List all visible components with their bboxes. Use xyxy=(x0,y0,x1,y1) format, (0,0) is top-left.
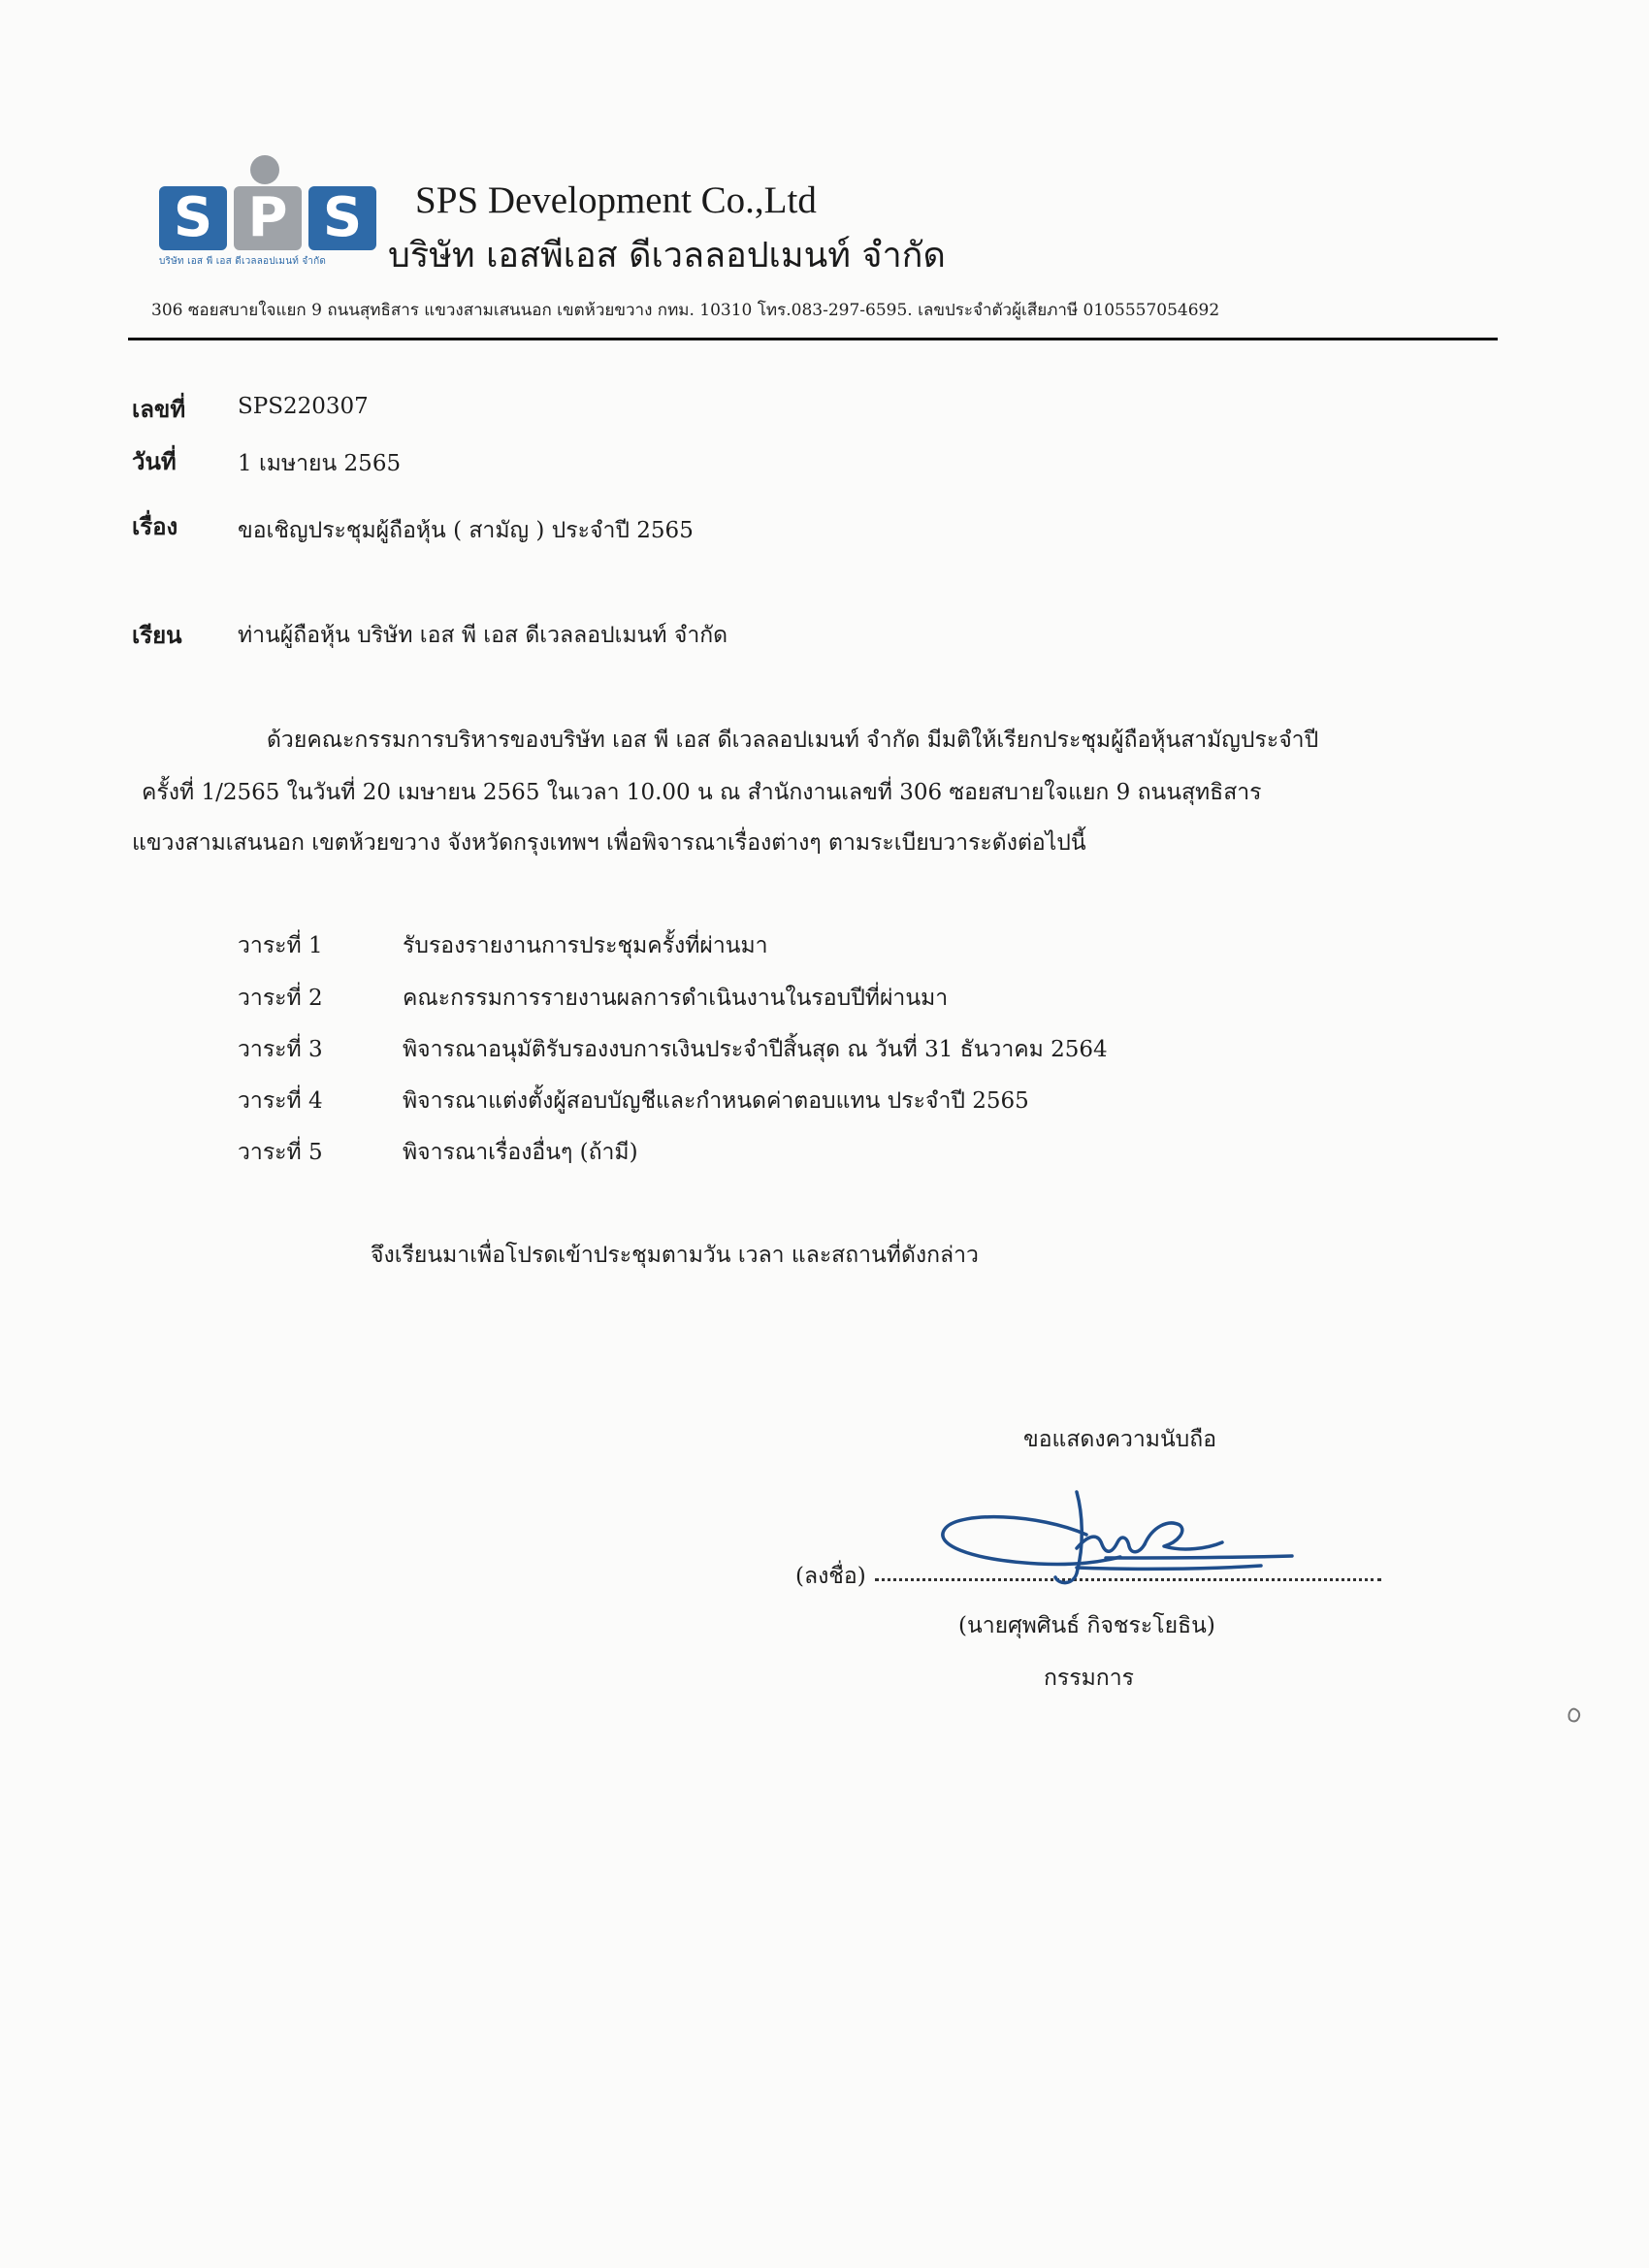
agenda-number: วาระที่ 5 xyxy=(238,1140,323,1165)
subject-label: เรื่อง xyxy=(132,512,178,540)
date-label: วันที่ xyxy=(132,447,177,475)
agenda-text: รับรองรายงานการประชุมครั้งที่ผ่านมา xyxy=(403,933,768,958)
body-line-2: ครั้งที่ 1/2565 ในวันที่ 20 เมษายน 2565 ในเวลา 10.00 น ณ สำนักงานเลขที่ 306 ซอยสบายใจแยก 9 ถนนสุทธิสาร xyxy=(142,780,1262,805)
company-name-en: SPS Development Co.,Ltd xyxy=(415,179,817,221)
closing-line: จึงเรียนมาเพื่อโปรดเข้าประชุมตามวัน เวลา และสถานที่ดังกล่าว xyxy=(371,1243,979,1268)
agenda-text: พิจารณาแต่งตั้งผู้สอบบัญชีและกำหนดค่าตอบแทน ประจำปี 2565 xyxy=(403,1088,1029,1114)
signer-name: (นายศุพศินธ์ กิจชระโยธิน) xyxy=(958,1613,1215,1638)
logo-letter-p: P xyxy=(234,186,302,250)
agenda-number: วาระที่ 2 xyxy=(238,986,323,1011)
header-divider xyxy=(128,338,1498,340)
company-logo xyxy=(157,153,378,270)
signer-position: กรรมการ xyxy=(1044,1666,1134,1691)
logo-dot-icon xyxy=(250,155,279,184)
agenda-text: คณะกรรมการรายงานผลการดำเนินงานในรอบปีที่ผ่านมา xyxy=(403,986,949,1011)
number-label: เลขที่ xyxy=(132,395,186,423)
agenda-number: วาระที่ 4 xyxy=(238,1088,323,1114)
company-address: 306 ซอยสบายใจแยก 9 ถนนสุทธิสาร แขวงสามเสนนอก เขตห้วยขวาง กทม. 10310 โทร.083-297-6595. เลขประจำตัวผู้เสียภาษี 0105557054692 xyxy=(151,301,1220,320)
scan-speck-icon xyxy=(1564,1703,1585,1725)
subject-value: ขอเชิญประชุมผู้ถือหุ้น ( สามัญ ) ประจำปี 2565 xyxy=(238,518,694,543)
body-line-3: แขวงสามเสนนอก เขตห้วยขวาง จังหวัดกรุงเทพฯ เพื่อพิจารณาเรื่องต่างๆ ตามระเบียบวาระดังต่อไปนี้ xyxy=(132,830,1086,856)
date-value: 1 เมษายน 2565 xyxy=(238,451,402,476)
body-line-1: ด้วยคณะกรรมการบริหารของบริษัท เอส พี เอส ดีเวลลอปเมนท์ จำกัด มีมติให้เรียกประชุมผู้ถือหุ้นสามัญประจำปี xyxy=(267,728,1319,753)
number-value: SPS220307 xyxy=(238,394,369,419)
agenda-text: พิจารณาอนุมัติรับรองงบการเงินประจำปีสิ้นสุด ณ วันที่ 31 ธันวาคม 2564 xyxy=(403,1037,1108,1062)
sign-label: (ลงชื่อ) xyxy=(795,1564,866,1589)
recipient-value: ท่านผู้ถือหุ้น บริษัท เอส พี เอส ดีเวลลอปเมนท์ จำกัด xyxy=(238,623,728,648)
regards-text: ขอแสดงความนับถือ xyxy=(1023,1427,1217,1452)
company-name-th: บริษัท เอสพีเอส ดีเวลลอปเมนท์ จำกัด xyxy=(388,236,946,275)
logo-letter-s2: S xyxy=(308,186,376,250)
recipient-label: เรียน xyxy=(132,621,182,649)
logo-tagline: บริษัท เอส พี เอส ดีเวลลอปเมนท์ จำกัด xyxy=(159,256,327,267)
agenda-number: วาระที่ 3 xyxy=(238,1037,323,1062)
logo-letter-s1: S xyxy=(159,186,227,250)
agenda-text: พิจารณาเรื่องอื่นๆ (ถ้ามี) xyxy=(403,1140,638,1165)
agenda-number: วาระที่ 1 xyxy=(238,933,323,958)
handwritten-signature xyxy=(931,1484,1300,1591)
